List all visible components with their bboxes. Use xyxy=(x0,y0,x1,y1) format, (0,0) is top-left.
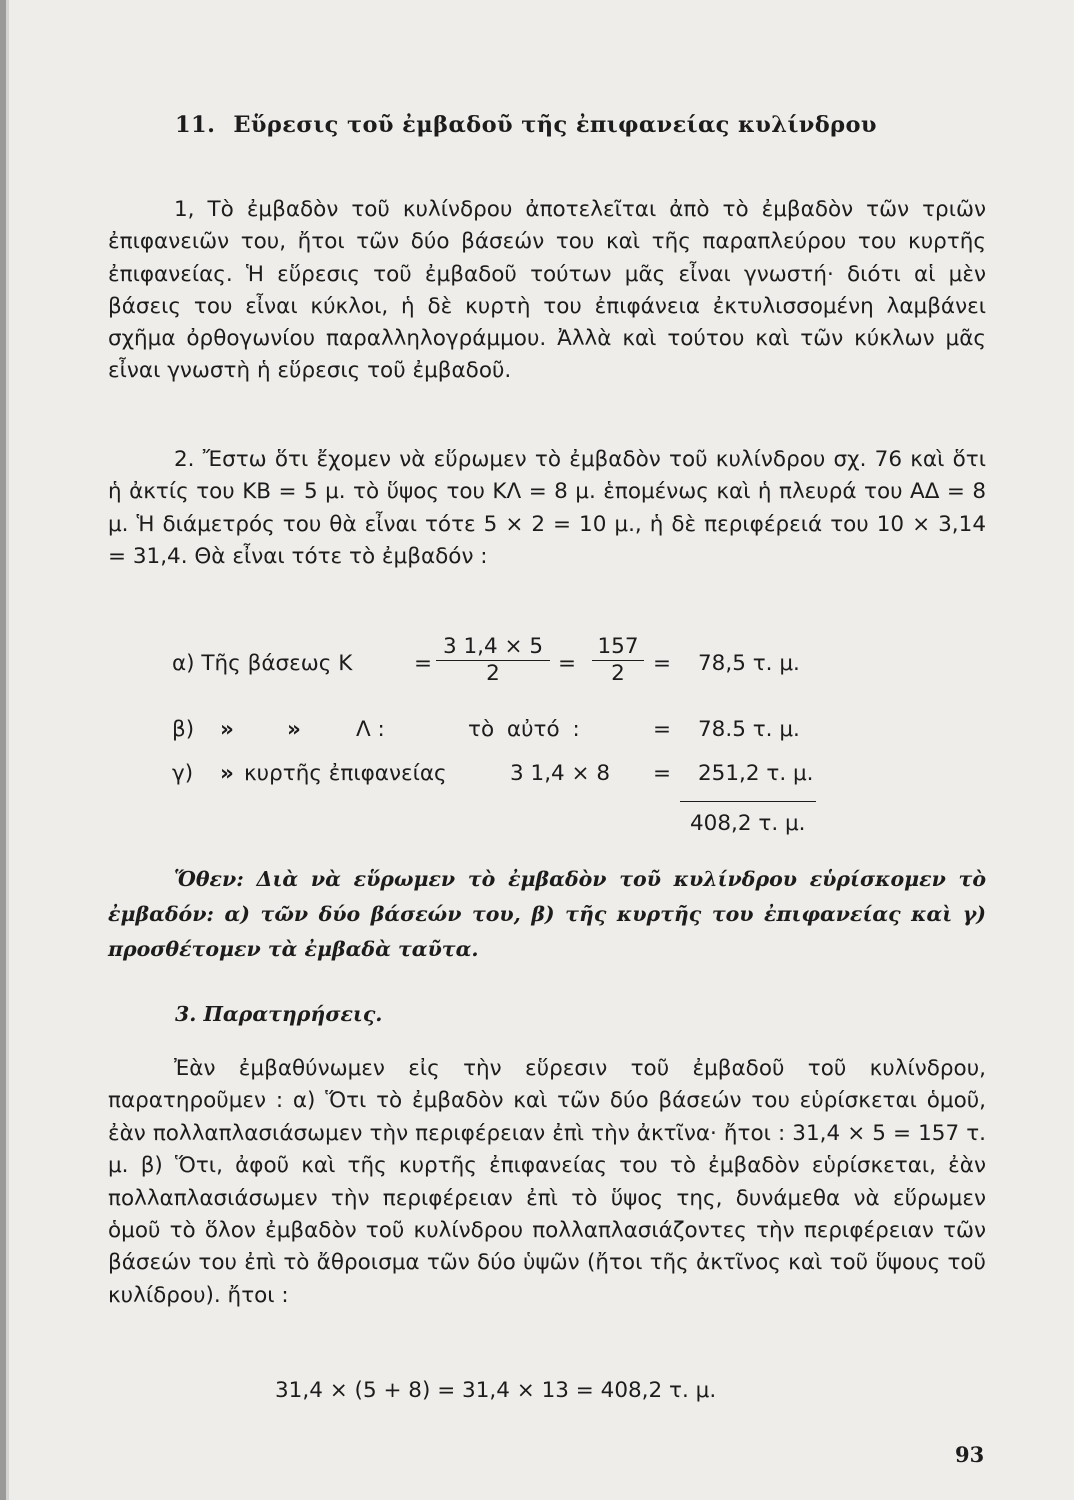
paragraph-2-text: 2. Ἔστω ὅτι ἔχομεν νὰ εὕρωμεν τὸ ἐμβαδὸν τοῦ κυλίνδρου σχ. 76 καὶ ὅτι ἡ ἀκτίς του ΚΒ = 5 μ. τὸ ὕψος του ΚΛ = 8 μ. ἑπομένως καὶ ἡ πλευρά του ΑΔ = 8 μ. Ἡ διάμετρός του θὰ εἶναι τότε 5 × 2 = 10 μ., ἡ δὲ περιφέρειά του 10 × 3,14 = 31,4. Θὰ εἶναι τότε τὸ ἐμβαδόν : xyxy=(108,447,986,569)
section-title: Εὕρεσις τοῦ ἐμβαδοῦ τῆς ἐπιφανείας κυλίνδρου xyxy=(233,112,877,138)
calc-row-b-ditto-2: » xyxy=(287,717,301,742)
calc-row-b-same: τὸ αὐτό : xyxy=(468,717,580,742)
calc-row-b-label: β) xyxy=(172,717,195,742)
calc-row-c-eq: = xyxy=(653,761,672,786)
fraction-1-numerator: 3 1,4 × 5 xyxy=(442,634,544,659)
calc-row-c-expr: 3 1,4 × 8 xyxy=(510,761,611,786)
calc-row-a-fraction-2 xyxy=(592,634,644,687)
calc-row-b-ditto-1: » xyxy=(220,717,234,742)
conclusion-text: Διὰ νὰ εὕρωμεν τὸ ἐμβαδὸν τοῦ κυλίνδρου εὑρίσκομεν τὸ ἐμβαδόν: α) τῶν δύο βάσεών του, β) τῆς κυρτῆς του ἐπιφανείας καὶ γ) προσθέτομεν τὰ ἐμβαδὰ ταῦτα. xyxy=(108,867,987,961)
paragraph-1-text: 1, Τὸ ἐμβαδὸν τοῦ κυλίνδρου ἀποτελεῖται ἀπὸ τὸ ἐμβαδὸν τῶν τριῶν ἐπιφανειῶν του, ἤτοι τῶν δύο βάσεών του καὶ τῆς παραπλεύρου του κυρτῆς ἐπιφανείας. Ἡ εὕρεσις τοῦ ἐμβαδοῦ τούτων μᾶς εἶναι γνωστή· διότι αἱ μὲν βάσεις του εἶναι κύκλοι, ἡ δὲ κυρτὴ του ἐπιφάνεια ἐκτυλισσομένη λαμβάνει σχῆμα ὀρθογωνίου παραλληλογράμμου. Ἀλλὰ καὶ τούτου καὶ τῶν κύκλων μᾶς εἶναι γνωστὴ ἡ εὕρεσις τοῦ ἐμβαδοῦ. xyxy=(108,197,986,384)
fraction-1-denominator: 2 xyxy=(436,660,550,687)
calc-row-a-eq3: = xyxy=(653,651,672,676)
calc-row-c-result: 251,2 τ. μ. xyxy=(698,761,814,786)
conclusion xyxy=(108,862,986,967)
calc-row-c-name: κυρτῆς ἐπιφανείας xyxy=(244,761,447,786)
calc-row-a-eq2: = xyxy=(558,651,577,676)
calc-row-a-label: α) Τῆς βάσεως Κ xyxy=(172,651,353,676)
calc-row-a-fraction-1 xyxy=(436,634,550,687)
page-number: 93 xyxy=(955,1442,985,1467)
paragraph-2 xyxy=(108,444,986,573)
final-equation: 31,4 × (5 + 8) = 31,4 × 13 = 408,2 τ. μ. xyxy=(275,1378,717,1403)
paragraph-3-text: Ἐὰν ἐμβαθύνωμεν εἰς τὴν εὕρεσιν τοῦ ἐμβαδοῦ τοῦ κυλίνδρου, παρατηροῦμεν : α) Ὅτι τὸ ἐμβαδὸν καὶ τῶν δύο βάσεών του εὑρίσκεται ὁμοῦ, ἐὰν πολλαπλασιάσωμεν τὴν περιφέρειαν ἐπὶ τὴν ἀκτῖνα· ἤτοι : 31,4 × 5 = 157 τ. μ. β) Ὅτι, ἀφοῦ καὶ τῆς κυρτῆς ἐπιφανείας του τὸ ἐμβαδὸν εὑρίσκεται, ἐὰν πολλαπλασιάσωμεν τὴν περιφέρειαν ἐπὶ τὸ ὕψος της, δυνάμεθα νὰ εὕρωμεν ὁμοῦ τὸ ὅλον ἐμβαδὸν τοῦ κυλίνδρου πολλαπλασιάζοντες τὴν περιφέρειαν τῶν βάσεών του ἐπὶ τὸ ἄθροισμα τῶν δύο ὑψῶν (ἤτοι τῆς ἀκτῖνος καὶ τοῦ ὕψους τοῦ κυλίδρου). ἤτοι : xyxy=(108,1056,986,1308)
conclusion-lead: Ὅθεν: xyxy=(174,867,244,891)
calc-row-a-result: 78,5 τ. μ. xyxy=(698,651,800,676)
paragraph-1 xyxy=(108,194,986,388)
calc-row-a-eq1: = xyxy=(414,651,433,676)
sum-line xyxy=(680,801,816,802)
section-heading xyxy=(175,112,935,138)
calc-row-b-result: 78.5 τ. μ. xyxy=(698,717,800,742)
calc-total: 408,2 τ. μ. xyxy=(690,811,806,836)
fraction-2-numerator: 157 xyxy=(597,634,639,659)
section-number: 11. xyxy=(175,112,216,138)
fraction-2-denominator: 2 xyxy=(592,660,644,687)
calc-row-b-eq: = xyxy=(653,717,672,742)
calc-row-c-label: γ) xyxy=(172,761,194,786)
paragraph-3 xyxy=(108,1053,986,1312)
calc-row-c-ditto: » xyxy=(220,761,234,786)
observations-title: 3. Παρατηρήσεις. xyxy=(175,1002,383,1026)
calc-row-b-name: Λ : xyxy=(356,717,385,742)
